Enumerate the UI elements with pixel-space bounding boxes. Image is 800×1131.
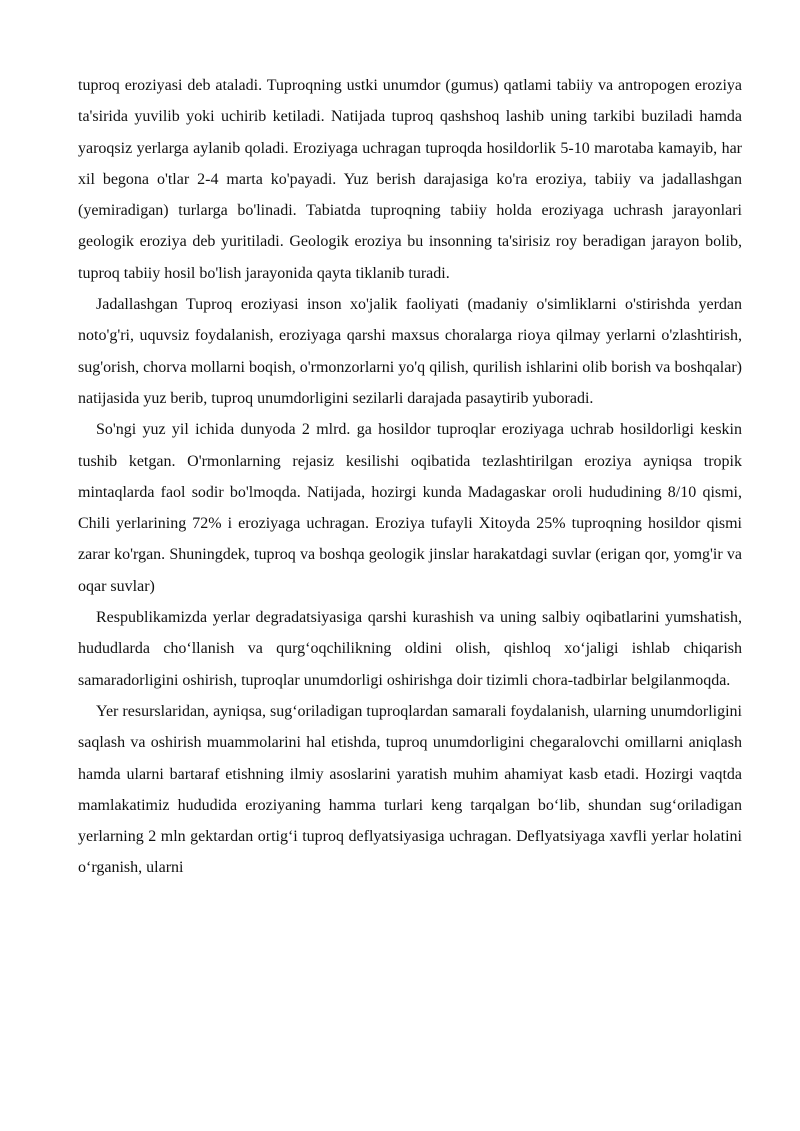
paragraph-accelerated-erosion: Jadallashgan Tuproq eroziyasi inson xo'jalik faoliyati (madaniy o'simliklarni o'stirishda yerdan noto'g'ri, uquvsiz foydalanish, eroziyaga qarshi maxsus choralarga rioya qilmay yerlarni o'zlashtirish, sug'orish, chorva mollarni boqish, o'rmonzorlarni yo'q qilish, qurilish ishlarini olib borish va boshqalar) natijasida yuz berib, tuproq unumdorligini sezilarli darajada pasaytirib yuboradi. xyxy=(78,296,742,407)
document-page xyxy=(78,70,742,884)
paragraph-republic-measures: Respublikamizda yerlar degradatsiyasiga qarshi kurashish va uning salbiy oqibatlarini yumshatish, hududlarda cho‘llanish va qurg‘oqchilikning oldini olish, qishloq xo‘jaligi ishlab chiqarish samaradorligini oshirish, tuproqlar unumdorligi oshirishga doir tizimli chora-tadbirlar belgilanmoqda. xyxy=(78,609,742,689)
paragraph-continuation: tuproq eroziyasi deb ataladi. Tuproqning ustki unumdor (gumus) qatlami tabiiy va antropogen eroziya ta'sirida yuvilib yoki uchirib ketiladi. Natijada tuproq qashshoq lashib uning tarkibi buziladi hamda yaroqsiz yerlarga aylanib qoladi. Eroziyaga uchragan tuproqda hosildorlik 5-10 marotaba kamayib, har xil begona o'tlar 2-4 marta ko'payadi. Yuz berish darajasiga ko'ra eroziya, tabiiy va jadallashgan (yemiradigan) turlarga bo'linadi. Tabiatda tuproqning tabiiy holda eroziyaga uchrash jarayonlari geologik eroziya deb yuritiladi. Geologik eroziya bu insonning ta'sirisiz roy beradigan jarayon bolib, tuproq tabiiy hosil bo'lish jarayonida qayta tiklanib turadi. xyxy=(78,77,742,282)
paragraph-world-erosion: So'ngi yuz yil ichida dunyoda 2 mlrd. ga hosildor tuproqlar eroziyaga uchrab hosildorligi keskin tushib ketgan. O'rmonlarning rejasiz kesilishi oqibatida tezlashtirilgan eroziya ayniqsa tropik mintaqlarda faol sodir bo'lmoqda. Natijada, hozirgi kunda Madagaskar oroli hududining 8/10 qismi, Chili yerlarining 72% i eroziyaga uchragan. Eroziya tufayli Xitoyda 25% tuproqning hosildor qismi zarar ko'rgan. Shuningdek, tuproq va boshqa geologik jinslar harakatdagi suvlar (erigan qor, yomg'ir va oqar suvlar) xyxy=(78,421,742,595)
paragraph-land-resources: Yer resurslaridan, ayniqsa, sug‘oriladigan tuproqlardan samarali foydalanish, ularning unumdorligini saqlash va oshirish muammolarini hal etishda, tuproq unumdorligini chegaralovchi omillarni aniqlash hamda ularni bartaraf etishning ilmiy asoslarini yaratish muhim ahamiyat kasb etadi. Hozirgi vaqtda mamlakatimiz hududida eroziyaning hamma turlari keng tarqalgan bo‘lib, shundan sug‘oriladigan yerlarning 2 mln gektardan ortig‘i tuproq deflyatsiyasiga uchragan. Deflyatsiyaga xavfli yerlar holatini o‘rganish, ularni xyxy=(78,702,742,877)
